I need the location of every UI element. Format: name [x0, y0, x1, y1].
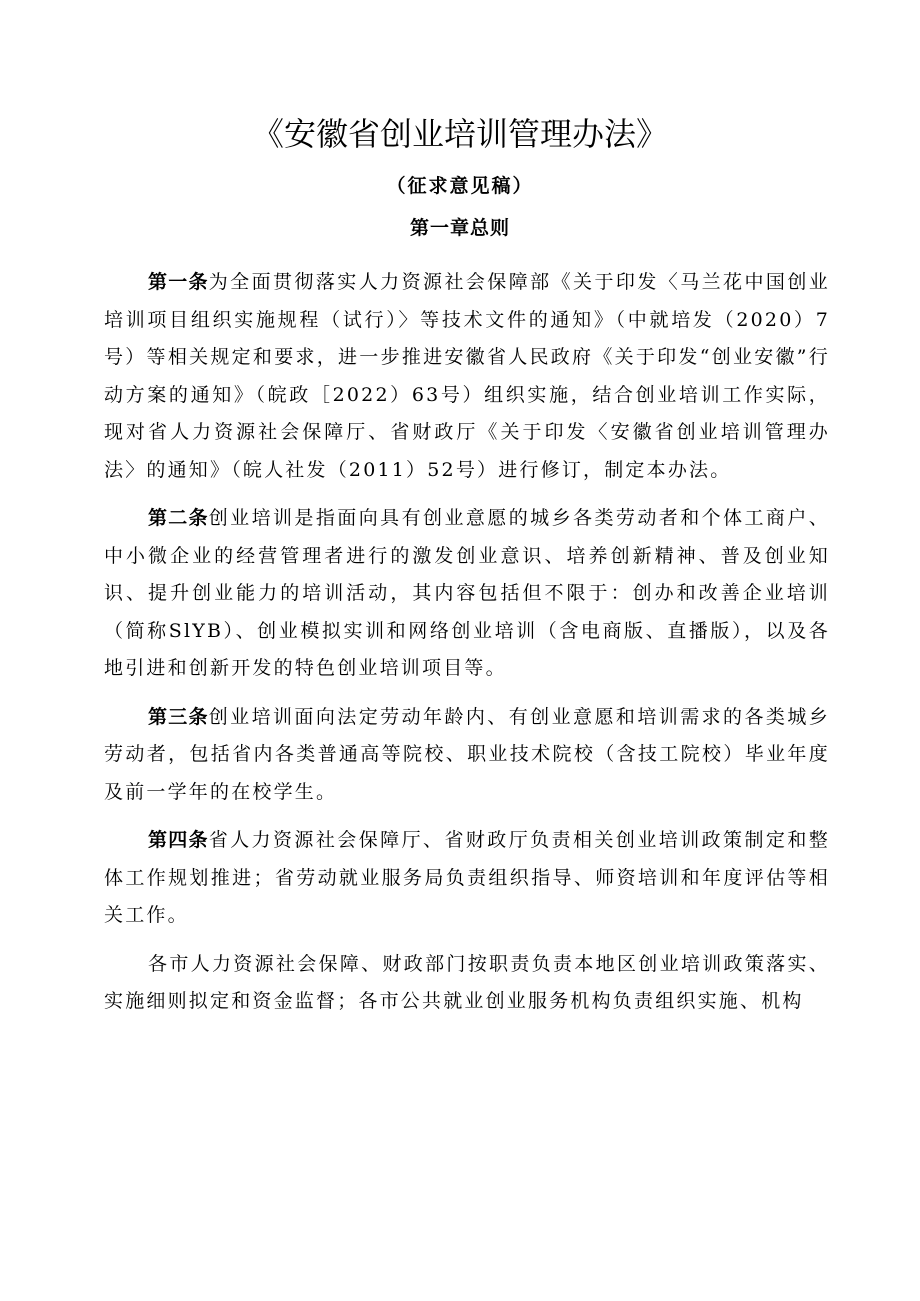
document-subtitle: （征求意见稿）	[386, 175, 534, 197]
article-4-label: 第四条	[148, 829, 209, 851]
article-3-paragraph	[104, 699, 830, 812]
article-2-paragraph	[104, 500, 830, 688]
chapter-heading: 第一章总则	[409, 217, 510, 239]
article-3-text: 创业培训面向法定劳动年龄内、有创业意愿和培训需求的各类城乡劳动者，包括省内各类普通高等院校、职业技术院校（含技工院校）毕业年度及前一学年的在校学生。	[104, 705, 830, 803]
article-1-label: 第一条	[148, 271, 209, 293]
article-3-label: 第三条	[148, 705, 209, 728]
article-1-paragraph	[104, 264, 830, 489]
article-2-label: 第二条	[148, 507, 209, 529]
document-body	[104, 264, 830, 1032]
continuation-text: 各市人力资源社会保障、财政部门按职责负责本地区创业培训政策落实、实施细则拟定和资金监督；各市公共就业创业服务机构负责组织实施、机构	[104, 952, 830, 1012]
article-1-text: 为全面贯彻落实人力资源社会保障部《关于印发〈马兰花中国创业培训项目组织实施规程（试行）〉等技术文件的通知》（中就培发（2020）7号）等相关规定和要求，进一步推进安徽省人民政府《关于印发“创业安徽”行动方案的通知》（皖政［2022）63号）组织实施，结合创业培训工作实际，现对省人力资源社会保障厅、省财政厅《关于印发〈安徽省创业培训管理办法〉的通知》（皖人社发（2011）52号）进行修订，制定本办法。	[104, 271, 830, 481]
article-4-text: 省人力资源社会保障厅、省财政厅负责相关创业培训政策制定和整体工作规划推进；省劳动就业服务局负责组织指导、师资培训和年度评估等相关工作。	[104, 829, 830, 926]
article-4-paragraph	[104, 822, 830, 935]
document-title: 《安徽省创业培训管理办法》	[251, 115, 668, 153]
continuation-paragraph	[104, 946, 830, 1021]
article-2-text: 创业培训是指面向具有创业意愿的城乡各类劳动者和个体工商户、中小微企业的经营管理者进行的激发创业意识、培养创新精神、普及创业知识、提升创业能力的培训活动，其内容包括但不限于：创办和改善企业培训（简称SlYB）、创业模拟实训和网络创业培训（含电商版、直播版），以及各地引进和创新开发的特色创业培训项目等。	[104, 507, 830, 679]
